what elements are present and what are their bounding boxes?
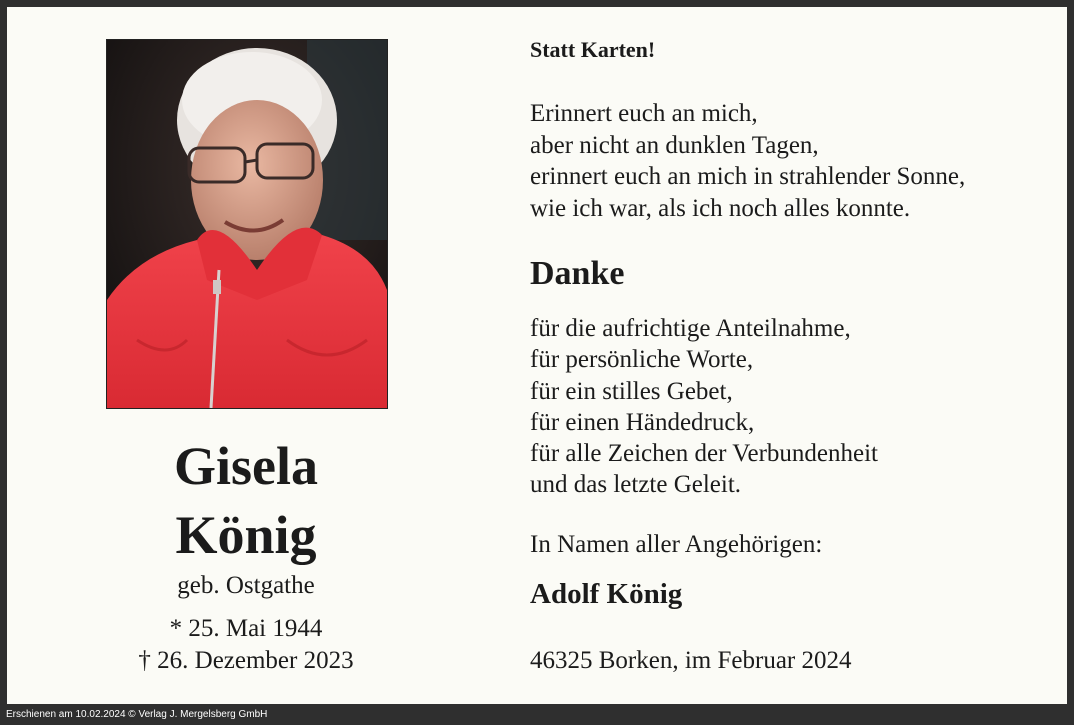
poem	[530, 98, 965, 224]
thanks-line: für einen Händedruck,	[530, 408, 755, 436]
death-date: † 26. Dezember 2023	[138, 647, 354, 674]
thanks-line: für die aufrichtige Anteilnahme,	[530, 315, 851, 342]
deceased-last-name: König	[175, 505, 317, 565]
thanks-line: für alle Zeichen der Verbundenheit	[530, 440, 878, 468]
thanks-heading: Danke	[530, 255, 625, 292]
obituary-card	[7, 7, 1067, 704]
poem-line: wie ich war, als ich noch alles konnte.	[530, 194, 911, 222]
publication-footer: Erschienen am 10.02.2024 © Verlag J. Mergelsberg GmbH	[6, 709, 268, 720]
portrait-photo	[106, 39, 388, 409]
poem-line: Erinnert euch an mich,	[530, 100, 758, 127]
signer-name: Adolf König	[530, 578, 683, 610]
poem-line: erinnert euch an mich in strahlender Sonne,	[530, 163, 966, 190]
thanks-line: für ein stilles Gebet,	[530, 377, 733, 405]
on-behalf-text: In Namen aller Angehörigen:	[530, 531, 823, 558]
thanks-list	[530, 313, 878, 501]
thanks-line: und das letzte Geleit.	[530, 471, 742, 499]
poem-line: aber nicht an dunklen Tagen,	[530, 131, 819, 159]
thanks-line: für persönliche Worte,	[530, 346, 754, 374]
birth-date: * 25. Mai 1944	[169, 615, 323, 642]
birth-name: geb. Ostgathe	[177, 572, 315, 599]
portrait-image	[107, 40, 387, 408]
header-statt-karten: Statt Karten!	[530, 37, 656, 62]
place-and-date: 46325 Borken, im Februar 2024	[530, 647, 852, 674]
deceased-first-name: Gisela	[174, 436, 318, 496]
